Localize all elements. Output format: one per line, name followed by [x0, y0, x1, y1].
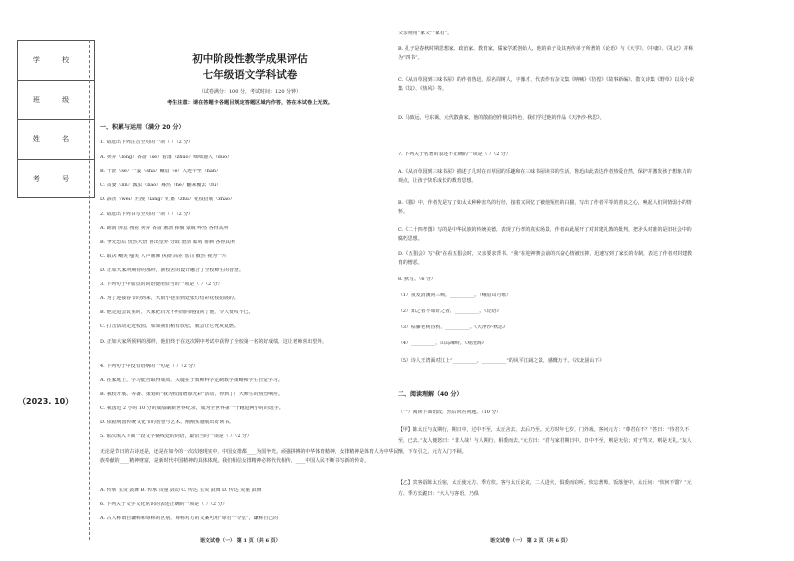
- exam-info: （试卷满分：100 分，考试时间：120 分钟）: [198, 89, 302, 95]
- question-line: D. 霹雳（wěi）烂漫（làng）贮蓄（zhù）花枝招展（zhǎo）: [100, 197, 235, 202]
- question-line: 1. 请选出下列注音全对的一项（ ）（2 分）: [100, 140, 194, 145]
- reading-passage-a: 【甲】陈太丘与友期行，期日中，过中不至，太丘舍去，去后乃至。元方时年七岁，门外戏。客问元方：“尊君在不？”答曰：“待君久不至，已去。”友人便怒曰：“非人哉！与人期行，相委而去。”元方曰：“君与家君期日中。日中不至，则是无信；对子骂父，则是无礼。”友人惭，下车引之。元方入门不顾。: [398, 427, 692, 455]
- question-line: A. 在家庭上，学习能否取得成效，关键在于教师科学定制教学策略和学生自觉学习。: [100, 378, 283, 383]
- question-line: （1）夜发清溪向三峡，__________。（峨眉山月歌）: [398, 293, 512, 298]
- question-line: A. 朗润 屏息 拽着 卖弄 吝啬 淅沥 捧腹 蒙眬 哗然 各得其所: [100, 226, 229, 231]
- question-line: B. 争先恐后 恍然大悟 喜出望外 分歧 澄清 絮叨 徘徊 各得其所: [100, 240, 235, 245]
- question-line: D.《五猖会》写“我”在看五猖会时，父亲要求背书，“我”在迎神赛会前的兴奋心情被压抑，迅速写到了家长的专制，表达了作者对封建教育的憎恶。: [398, 251, 693, 267]
- question-line: A. 传承 宝贵 鼓舞 B. 传承 贵重 鼓动 C. 传达 宝贵 鼓舞 D. 传达 贵重 鼓舞: [100, 488, 262, 493]
- page-footer: 语文试卷（一） 第 2 页（共 6 页）: [490, 538, 571, 544]
- name-field: 姓 名: [18, 120, 94, 160]
- question-line: （4）__________，山岛竦峙。《观沧海》: [398, 341, 487, 346]
- question-line: C.《从百草园到三味书屋》的作者鲁迅，原名周树人，字豫才，代表作有杂文集《呐喊》《彷徨》《故事新编》、散文诗集《野草》以及小说集《坟》、《热风》等。: [398, 77, 695, 93]
- year-label: （2023. 10）: [18, 397, 74, 406]
- question-line: B. 干涩（sè）一霎（shà）蛾眉（é）人迹罕至（hǎn）: [100, 169, 221, 174]
- question-line: 无论是节日的古诗还是，还是在如今的一次次地现实中，中国女排都____为国争光。顽强拼搏的中华体育精神，女排精神是体育人为中华民族奉献的____精神财富，是新时代中国精神的具体体现。我们相信女排精神必将代代相传，____中国人民不断书写新的传奇。: [100, 449, 399, 465]
- student-info-box: [17, 40, 95, 198]
- question-line: B. 孔子是春秋时期思想家、政治家、教育家，儒家学派创始人，他的弟子及其再传弟子所著的《论语》与《大学》、《中庸》、《礼记》并称为“四书”。: [398, 46, 694, 62]
- question-line: B.《猫》中，作者先是写了如太太种种害鸟的行径，接着又回忆了被他冤枉的白猫，写出了作者平等的善良之心，唤起人们同情弱小的情怀。: [398, 200, 692, 216]
- section-1-heading: 一、积累与运用（满分 20 分）: [100, 124, 185, 131]
- question-line: D. 正如大家所期待的那样，新校舍的设计融合了全校师生的智慧。: [100, 268, 244, 273]
- question-line: A.《从百草园到三味书屋》描述了儿时在百草园的乐趣和在三味书屋读书的生活，鲁迅由此表达作者热爱自然，保护并激发孩子想象力的观点，让孩子快乐成长的教育思想。: [398, 169, 692, 185]
- binding-line: [89, 40, 90, 540]
- exam-number-field: 考 号: [32, 175, 80, 184]
- question-line: C. 打击活动走近校园，如果我们稍有放松，就会让它死灰复燃。: [100, 324, 239, 329]
- question-line: C.《二十四孝图》写的是中华民族的传统美德，表现了行孝的真实场景，作者由此展开了对封建礼教的批判，把矛头对准的是旧社会中的腐朽思想。: [398, 227, 692, 243]
- question-line: 3. 下列句子中加点的词语使用恰当的一项是（ ）（2 分）: [100, 282, 223, 287]
- question-line: D. 马致远，号东篱，元代散曲家。他的散曲创作极具特色，我们学过他的作品《天净沙·秋思》。: [398, 115, 605, 121]
- reading-heading: （一）阅读下面语段，然后回答问题。（10 分）: [398, 410, 502, 415]
- question-line: （3）枯藤老树昏鸦，__________。《天净沙·秋思》: [398, 325, 508, 330]
- class-field: 班 级: [18, 81, 94, 121]
- question-line: 4. 下列句子中没有语病的一句是（ ）（2 分）: [100, 364, 199, 369]
- binding-strip: [0, 0, 96, 561]
- exam-title: 初中阶段性教学成果评估: [192, 53, 308, 65]
- exam-subtitle: 七年级语文学科试卷: [202, 69, 298, 81]
- question-line: （5）诗人王湾面对江上“__________，__________”的风平江阔之景，感慨万千。《次北固山下》: [398, 358, 605, 364]
- question-line: D. 正如大家所预料的那样，他们终于在这次期中考试中获得了全校第一名的好成绩，这让老师喜出望外。: [100, 339, 327, 345]
- question-line: C. 取决 嘲笑 嗤笑 人声鼎沸 执拗 高差 惩罚 截然 视为一片: [100, 254, 227, 259]
- question-line: A. 古人称谓自谦称和尊称的区别，尊称对方的文案可用“尊君”“令堂”，谦称自己的: [100, 516, 279, 521]
- question-line: （2）知之者不如好之者，__________。《论语》: [398, 309, 502, 314]
- question-line: B. 他走进会议室时，大家把目光不约而同地投向了他，令人赞叹不已。: [100, 310, 254, 315]
- question-line: A. 为了迎接春节的到来，大街小巷里到处张灯结彩花枝招展的。: [100, 296, 239, 301]
- exam-note: 考生注意：请在答题卡各题目规定答题区域内作答，答在本试卷上无效。: [166, 100, 333, 106]
- page-2: [398, 0, 696, 561]
- question-line: C. 我国近 2 小时 10 分的成绩刷新世界纪录，成为全世界第一个跑进两小时的选手。: [100, 406, 284, 411]
- question-line: D. 依据明国传统文化节的智慧与艺术，刚刚实施展出好读书。: [100, 420, 235, 425]
- section-2-heading: 二、阅读理解（40 分）: [398, 391, 463, 398]
- question-line: A. 卖弄（lònɡ）吝啬（sè）着落（zhuó）咄咄逼人（duō）: [100, 155, 232, 160]
- school-field: 学 校: [18, 41, 94, 81]
- question-line: 7. 下列关于名著的表述不正确的一项是（ ）（2 分）: [398, 152, 511, 157]
- question-line: C. 贪婪（lín）瓢虫（bǎo）蓦然（hē）翻来覆去（fǔ）: [100, 183, 221, 188]
- question-line: 5. 依次填入下面一段文字横线处的词语，最恰当的一项是（ ）（2 分）: [100, 434, 252, 439]
- question-line: 6. 下列关于文学文化常识的表述正确的一项是（ ）（2 分）: [100, 502, 228, 507]
- question-line: B. 我校开展、等备、策划的“我为校园增添光彩”活动，得到了广大师生的热烈响应。: [100, 392, 283, 397]
- page-1: [100, 0, 400, 561]
- question-line: 2. 请选出下列书写全对的一项（ ）（2 分）: [100, 212, 194, 217]
- reading-passage-b: 【乙】宾客诣陈太丘宿，太丘使元方、季方炊。客与太丘论议，二人进火，俱委而窃听。炊忘著箄，饭落釜中。太丘问：“炊何不馏？”元方、季方长跪曰：“大人与客语，乃俱: [398, 480, 692, 497]
- page-footer: 语文试卷（一） 第 1 页（共 6 页）: [200, 538, 281, 544]
- question-line: 8. 默写。（6 分）: [398, 277, 436, 282]
- question-line: 父亲则用“家父”“家君”。: [398, 31, 453, 36]
